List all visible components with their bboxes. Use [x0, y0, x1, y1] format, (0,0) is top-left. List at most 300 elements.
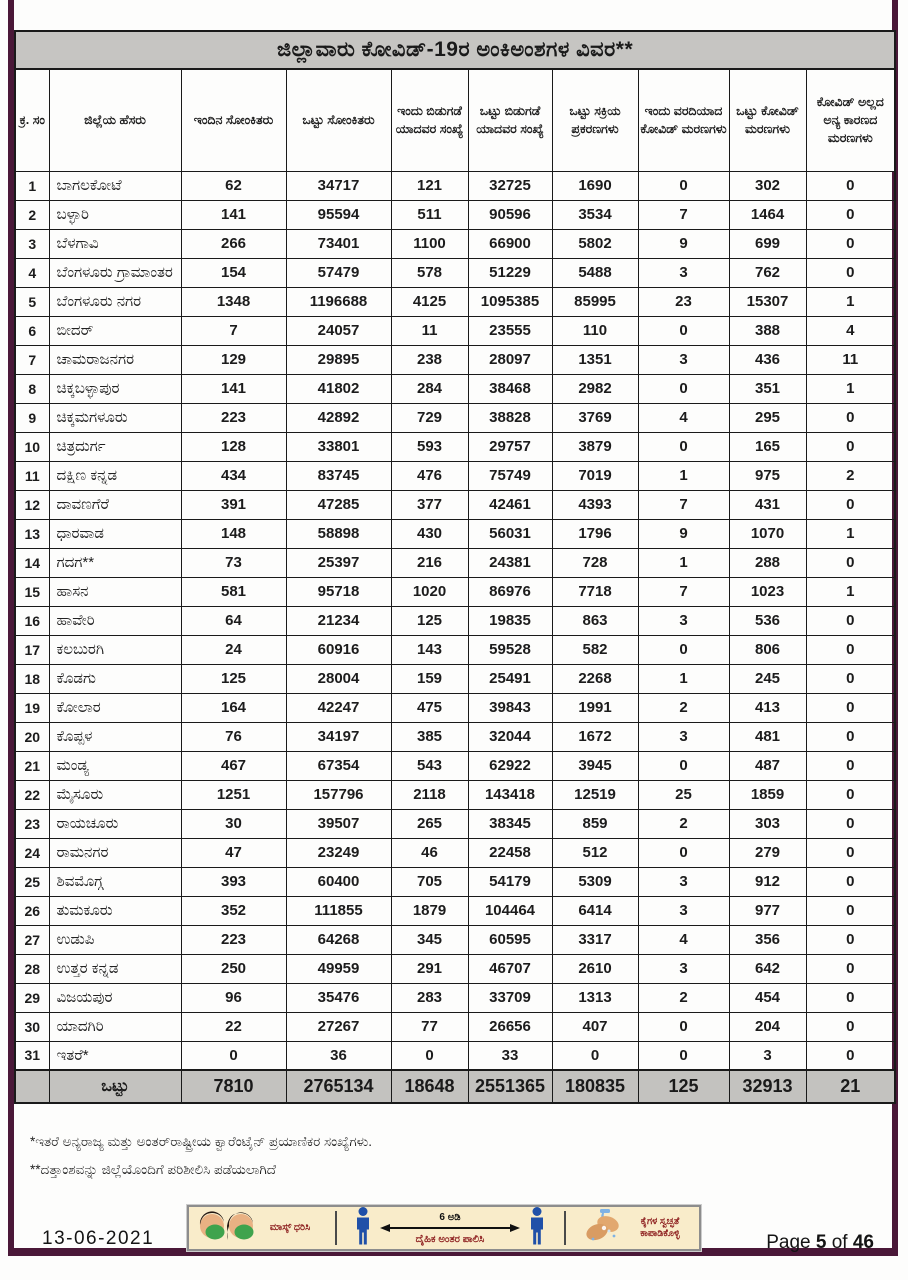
- value-cell: 1859: [729, 780, 806, 809]
- value-cell: 25: [638, 780, 729, 809]
- value-cell: 245: [729, 664, 806, 693]
- value-cell: 0: [638, 432, 729, 461]
- serial-number-cell: 29: [15, 983, 49, 1012]
- value-cell: 762: [729, 258, 806, 287]
- value-cell: 1991: [552, 693, 638, 722]
- value-cell: 467: [181, 751, 286, 780]
- value-cell: 0: [638, 838, 729, 867]
- value-cell: 859: [552, 809, 638, 838]
- value-cell: 728: [552, 548, 638, 577]
- value-cell: 863: [552, 606, 638, 635]
- value-cell: 216: [391, 548, 468, 577]
- serial-number-cell: 22: [15, 780, 49, 809]
- serial-number-cell: 5: [15, 287, 49, 316]
- value-cell: 705: [391, 867, 468, 896]
- serial-number-cell: 23: [15, 809, 49, 838]
- value-cell: 159: [391, 664, 468, 693]
- value-cell: 41802: [286, 374, 391, 403]
- value-cell: 0: [638, 635, 729, 664]
- value-cell: 1196688: [286, 287, 391, 316]
- value-cell: 27267: [286, 1012, 391, 1041]
- value-cell: 512: [552, 838, 638, 867]
- value-cell: 73: [181, 548, 286, 577]
- table-body: [15, 171, 895, 1070]
- value-cell: 0: [806, 490, 895, 519]
- footnotes: [30, 1128, 372, 1185]
- district-name-cell: ವಿಜಯಪುರ: [49, 983, 181, 1012]
- value-cell: 60400: [286, 867, 391, 896]
- value-cell: 377: [391, 490, 468, 519]
- district-name-cell: ತುಮಕೂರು: [49, 896, 181, 925]
- value-cell: 77: [391, 1012, 468, 1041]
- table-row: [15, 722, 895, 751]
- value-cell: 3769: [552, 403, 638, 432]
- total-value-cell: 32913: [729, 1070, 806, 1103]
- serial-number-cell: 10: [15, 432, 49, 461]
- value-cell: 266: [181, 229, 286, 258]
- value-cell: 0: [806, 867, 895, 896]
- page-number-value: 5: [815, 1232, 827, 1253]
- value-cell: 46: [391, 838, 468, 867]
- value-cell: 86976: [468, 577, 552, 606]
- value-cell: 47285: [286, 490, 391, 519]
- value-cell: 95594: [286, 200, 391, 229]
- person-icon: [529, 1207, 545, 1250]
- value-cell: 3317: [552, 925, 638, 954]
- value-cell: 0: [806, 838, 895, 867]
- district-name-cell: ಚಿತ್ರದುರ್ಗ: [49, 432, 181, 461]
- district-name-cell: ದಕ್ಷಿಣ ಕನ್ನಡ: [49, 461, 181, 490]
- value-cell: 165: [729, 432, 806, 461]
- value-cell: 977: [729, 896, 806, 925]
- value-cell: 141: [181, 374, 286, 403]
- table-row: [15, 693, 895, 722]
- value-cell: 0: [806, 722, 895, 751]
- value-cell: 0: [806, 896, 895, 925]
- footnote-data-verified: **ದತ್ತಾಂಶವನ್ನು ಜಿಲ್ಲೆಯೊಂದಿಗೆ ಪರಿಶೀಲಿಸಿ ಪಡೆಯಲಾಗಿದೆ: [30, 1162, 276, 1178]
- value-cell: 75749: [468, 461, 552, 490]
- value-cell: 0: [806, 171, 895, 200]
- value-cell: 19835: [468, 606, 552, 635]
- serial-number-cell: 20: [15, 722, 49, 751]
- hand-hygiene-label: ಕೈಗಳ ಸ್ವಚ್ಛತೆ ಕಾಪಾಡಿಕೊಳ್ಳಿ: [640, 1216, 680, 1239]
- value-cell: 4: [806, 316, 895, 345]
- value-cell: 511: [391, 200, 468, 229]
- value-cell: 46707: [468, 954, 552, 983]
- value-cell: 487: [729, 751, 806, 780]
- col-header-noncovid-deaths: ಕೋವಿಡ್ ಅಲ್ಲದ ಅನ್ಯ ಕಾರಣದ ಮರಣಗಳು: [806, 69, 895, 171]
- value-cell: 0: [638, 751, 729, 780]
- value-cell: 3: [638, 722, 729, 751]
- value-cell: 143: [391, 635, 468, 664]
- table-row: [15, 780, 895, 809]
- value-cell: 58898: [286, 519, 391, 548]
- value-cell: 385: [391, 722, 468, 751]
- value-cell: 141: [181, 200, 286, 229]
- value-cell: 593: [391, 432, 468, 461]
- value-cell: 1251: [181, 780, 286, 809]
- value-cell: 0: [552, 1041, 638, 1070]
- value-cell: 1313: [552, 983, 638, 1012]
- serial-number-cell: 13: [15, 519, 49, 548]
- value-cell: 238: [391, 345, 468, 374]
- value-cell: 11: [806, 345, 895, 374]
- value-cell: 32044: [468, 722, 552, 751]
- value-cell: 0: [806, 925, 895, 954]
- value-cell: 39843: [468, 693, 552, 722]
- table-row: [15, 374, 895, 403]
- value-cell: 0: [806, 403, 895, 432]
- value-cell: 0: [806, 809, 895, 838]
- value-cell: 223: [181, 403, 286, 432]
- value-cell: 1: [638, 548, 729, 577]
- table-row: [15, 838, 895, 867]
- district-name-cell: ರಾಮನಗರ: [49, 838, 181, 867]
- value-cell: 1020: [391, 577, 468, 606]
- value-cell: 351: [729, 374, 806, 403]
- value-cell: 0: [638, 316, 729, 345]
- value-cell: 38828: [468, 403, 552, 432]
- value-cell: 38468: [468, 374, 552, 403]
- value-cell: 2610: [552, 954, 638, 983]
- value-cell: 0: [638, 1041, 729, 1070]
- wear-mask-label: ಮಾಸ್ಕ್ ಧರಿಸಿ: [269, 1222, 311, 1234]
- table-row: [15, 229, 895, 258]
- total-value-cell: 180835: [552, 1070, 638, 1103]
- value-cell: 60595: [468, 925, 552, 954]
- value-cell: 0: [806, 258, 895, 287]
- district-name-cell: ಬಳ್ಳಾರಿ: [49, 200, 181, 229]
- table-row: [15, 867, 895, 896]
- value-cell: 34197: [286, 722, 391, 751]
- serial-number-cell: 24: [15, 838, 49, 867]
- value-cell: 345: [391, 925, 468, 954]
- value-cell: 3: [638, 345, 729, 374]
- value-cell: 24057: [286, 316, 391, 345]
- value-cell: 96: [181, 983, 286, 1012]
- value-cell: 3: [729, 1041, 806, 1070]
- value-cell: 25491: [468, 664, 552, 693]
- title-row: [15, 31, 895, 69]
- table-row: [15, 345, 895, 374]
- total-value-cell: 2765134: [286, 1070, 391, 1103]
- serial-number-cell: 15: [15, 577, 49, 606]
- value-cell: 6414: [552, 896, 638, 925]
- district-name-cell: ರಾಯಚೂರು: [49, 809, 181, 838]
- district-name-cell: ಚಿಕ್ಕಮಗಳೂರು: [49, 403, 181, 432]
- value-cell: 729: [391, 403, 468, 432]
- value-cell: 1095385: [468, 287, 552, 316]
- value-cell: 62922: [468, 751, 552, 780]
- value-cell: 407: [552, 1012, 638, 1041]
- value-cell: 388: [729, 316, 806, 345]
- value-cell: 33801: [286, 432, 391, 461]
- serial-number-cell: 9: [15, 403, 49, 432]
- value-cell: 7718: [552, 577, 638, 606]
- table-row: [15, 606, 895, 635]
- value-cell: 1796: [552, 519, 638, 548]
- value-cell: 2268: [552, 664, 638, 693]
- value-cell: 0: [806, 954, 895, 983]
- washing-hands-icon: [584, 1209, 624, 1248]
- value-cell: 0: [181, 1041, 286, 1070]
- banner-divider: [335, 1211, 337, 1245]
- value-cell: 2: [638, 809, 729, 838]
- value-cell: 975: [729, 461, 806, 490]
- value-cell: 1672: [552, 722, 638, 751]
- value-cell: 475: [391, 693, 468, 722]
- value-cell: 2: [638, 693, 729, 722]
- value-cell: 204: [729, 1012, 806, 1041]
- value-cell: 28097: [468, 345, 552, 374]
- value-cell: 21234: [286, 606, 391, 635]
- value-cell: 9: [638, 519, 729, 548]
- value-cell: 0: [806, 548, 895, 577]
- value-cell: 436: [729, 345, 806, 374]
- value-cell: 1348: [181, 287, 286, 316]
- value-cell: 3: [638, 867, 729, 896]
- value-cell: 64268: [286, 925, 391, 954]
- value-cell: 0: [806, 229, 895, 258]
- report-date: 13-06-2021: [42, 1228, 155, 1249]
- wear-mask-section: [197, 1209, 316, 1247]
- value-cell: 265: [391, 809, 468, 838]
- district-name-cell: ಬಾಗಲಕೋಟೆ: [49, 171, 181, 200]
- col-header-today-cases: ಇಂದಿನ ಸೋಂಕಿತರು: [181, 69, 286, 171]
- value-cell: 7019: [552, 461, 638, 490]
- table-row: [15, 1012, 895, 1041]
- col-header-today-deaths: ಇಂದು ವರದಿಯಾದ ಕೋವಿಡ್ ಮರಣಗಳು: [638, 69, 729, 171]
- col-header-total-discharged: ಒಟ್ಟು ಬಿಡುಗಡೆ ಯಾದವರ ಸಂಖ್ಯೆ: [468, 69, 552, 171]
- value-cell: 0: [806, 780, 895, 809]
- value-cell: 284: [391, 374, 468, 403]
- value-cell: 143418: [468, 780, 552, 809]
- distance-annotation: [376, 1212, 524, 1245]
- table-row: [15, 954, 895, 983]
- value-cell: 1: [806, 577, 895, 606]
- value-cell: 2: [806, 461, 895, 490]
- value-cell: 26656: [468, 1012, 552, 1041]
- value-cell: 393: [181, 867, 286, 896]
- district-name-cell: ಯಾದಗಿರಿ: [49, 1012, 181, 1041]
- table-row: [15, 461, 895, 490]
- serial-number-cell: 3: [15, 229, 49, 258]
- total-row: [15, 1070, 895, 1103]
- value-cell: 3: [638, 896, 729, 925]
- page-number: [766, 1232, 874, 1254]
- value-cell: 164: [181, 693, 286, 722]
- value-cell: 7: [638, 490, 729, 519]
- value-cell: 49959: [286, 954, 391, 983]
- value-cell: 0: [638, 1012, 729, 1041]
- serial-number-cell: 8: [15, 374, 49, 403]
- double-arrow-icon: [380, 1223, 520, 1233]
- district-name-cell: ಗದಗ**: [49, 548, 181, 577]
- value-cell: 352: [181, 896, 286, 925]
- value-cell: 295: [729, 403, 806, 432]
- covid-safety-banner: [187, 1205, 701, 1251]
- header-row: [15, 69, 895, 171]
- value-cell: 148: [181, 519, 286, 548]
- value-cell: 7: [638, 577, 729, 606]
- value-cell: 30: [181, 809, 286, 838]
- value-cell: 1: [638, 461, 729, 490]
- serial-number-cell: 21: [15, 751, 49, 780]
- value-cell: 1464: [729, 200, 806, 229]
- value-cell: 22: [181, 1012, 286, 1041]
- value-cell: 0: [806, 606, 895, 635]
- value-cell: 121: [391, 171, 468, 200]
- serial-number-cell: 2: [15, 200, 49, 229]
- value-cell: 0: [806, 432, 895, 461]
- district-name-cell: ಮಂಡ್ಯ: [49, 751, 181, 780]
- district-name-cell: ಹಾವೇರಿ: [49, 606, 181, 635]
- value-cell: 1: [806, 374, 895, 403]
- value-cell: 2118: [391, 780, 468, 809]
- value-cell: 3: [638, 606, 729, 635]
- value-cell: 582: [552, 635, 638, 664]
- value-cell: 430: [391, 519, 468, 548]
- value-cell: 1: [806, 519, 895, 548]
- value-cell: 1351: [552, 345, 638, 374]
- value-cell: 54179: [468, 867, 552, 896]
- value-cell: 51229: [468, 258, 552, 287]
- value-cell: 3: [638, 258, 729, 287]
- value-cell: 536: [729, 606, 806, 635]
- value-cell: 4: [638, 403, 729, 432]
- table-row: [15, 925, 895, 954]
- value-cell: 4: [638, 925, 729, 954]
- value-cell: 0: [806, 664, 895, 693]
- value-cell: 2982: [552, 374, 638, 403]
- col-header-serial: ಕ್ರ. ಸಂ: [15, 69, 49, 171]
- serial-number-cell: 19: [15, 693, 49, 722]
- total-value-cell: 7810: [181, 1070, 286, 1103]
- value-cell: 3534: [552, 200, 638, 229]
- district-name-cell: ಮೈಸೂರು: [49, 780, 181, 809]
- value-cell: 36: [286, 1041, 391, 1070]
- value-cell: 22458: [468, 838, 552, 867]
- value-cell: 59528: [468, 635, 552, 664]
- page-word: Page: [766, 1232, 811, 1253]
- value-cell: 42247: [286, 693, 391, 722]
- value-cell: 66900: [468, 229, 552, 258]
- value-cell: 129: [181, 345, 286, 374]
- value-cell: 23249: [286, 838, 391, 867]
- district-name-cell: ಬೆಂಗಳೂರು ನಗರ: [49, 287, 181, 316]
- value-cell: 3: [638, 954, 729, 983]
- value-cell: 434: [181, 461, 286, 490]
- hand-hygiene-section: [584, 1209, 691, 1247]
- serial-number-cell: 7: [15, 345, 49, 374]
- six-feet-label: 6 ಅಡಿ: [439, 1211, 461, 1223]
- col-header-active-cases: ಒಟ್ಟು ಸಕ್ರಿಯ ಪ್ರಕರಣಗಳು: [552, 69, 638, 171]
- table-row: [15, 983, 895, 1012]
- value-cell: 60916: [286, 635, 391, 664]
- value-cell: 283: [391, 983, 468, 1012]
- table-row: [15, 490, 895, 519]
- value-cell: 806: [729, 635, 806, 664]
- value-cell: 125: [391, 606, 468, 635]
- value-cell: 128: [181, 432, 286, 461]
- value-cell: 111855: [286, 896, 391, 925]
- value-cell: 0: [638, 374, 729, 403]
- district-name-cell: ಕೋಲಾರ: [49, 693, 181, 722]
- col-header-total-deaths: ಒಟ್ಟು ಕೋವಿಡ್ ಮರಣಗಳು: [729, 69, 806, 171]
- value-cell: 5488: [552, 258, 638, 287]
- value-cell: 76: [181, 722, 286, 751]
- value-cell: 95718: [286, 577, 391, 606]
- value-cell: 7: [638, 200, 729, 229]
- serial-number-cell: 14: [15, 548, 49, 577]
- value-cell: 73401: [286, 229, 391, 258]
- value-cell: 0: [806, 200, 895, 229]
- value-cell: 303: [729, 809, 806, 838]
- value-cell: 3945: [552, 751, 638, 780]
- table-row: [15, 577, 895, 606]
- masked-faces-icon: [197, 1209, 259, 1248]
- value-cell: 0: [806, 693, 895, 722]
- value-cell: 1100: [391, 229, 468, 258]
- value-cell: 67354: [286, 751, 391, 780]
- value-cell: 42461: [468, 490, 552, 519]
- value-cell: 64: [181, 606, 286, 635]
- district-name-cell: ಚಾಮರಾಜನಗರ: [49, 345, 181, 374]
- value-cell: 1879: [391, 896, 468, 925]
- serial-number-cell: 28: [15, 954, 49, 983]
- value-cell: 57479: [286, 258, 391, 287]
- value-cell: 5802: [552, 229, 638, 258]
- page-title: ಜಿಲ್ಲಾವಾರು ಕೋವಿಡ್-19ರ ಅಂಕಿಅಂಶಗಳ ವಿವರ**: [15, 31, 895, 69]
- total-value-cell: 18648: [391, 1070, 468, 1103]
- value-cell: 0: [806, 1012, 895, 1041]
- district-name-cell: ಬೆಂಗಳೂರು ಗ್ರಾಮಾಂತರ: [49, 258, 181, 287]
- page-total-value: 46: [852, 1232, 874, 1253]
- district-name-cell: ಉತ್ತರ ಕನ್ನಡ: [49, 954, 181, 983]
- district-name-cell: ಇತರೆ*: [49, 1041, 181, 1070]
- value-cell: 35476: [286, 983, 391, 1012]
- table-row: [15, 664, 895, 693]
- total-empty-cell: [15, 1070, 49, 1103]
- value-cell: 642: [729, 954, 806, 983]
- col-header-total-cases: ಒಟ್ಟು ಸೋಂಕಿತರು: [286, 69, 391, 171]
- table-row: [15, 1041, 895, 1070]
- banner-divider: [564, 1211, 566, 1245]
- value-cell: 4125: [391, 287, 468, 316]
- serial-number-cell: 16: [15, 606, 49, 635]
- value-cell: 25397: [286, 548, 391, 577]
- value-cell: 1: [638, 664, 729, 693]
- footnote-other-states: *ಇತರೆ ಅನ್ಯರಾಜ್ಯ ಮತ್ತು ಅಂತರ್‌ರಾಷ್ಟ್ರೀಯ ಕ್ವಾರೆಂಟೈನ್ ಪ್ರಯಾಣಿಕರ ಸಂಖ್ಯೆಗಳು.: [30, 1134, 373, 1149]
- value-cell: 3879: [552, 432, 638, 461]
- table-row: [15, 200, 895, 229]
- serial-number-cell: 4: [15, 258, 49, 287]
- value-cell: 42892: [286, 403, 391, 432]
- value-cell: 4393: [552, 490, 638, 519]
- value-cell: 356: [729, 925, 806, 954]
- value-cell: 125: [181, 664, 286, 693]
- value-cell: 12519: [552, 780, 638, 809]
- value-cell: 157796: [286, 780, 391, 809]
- value-cell: 476: [391, 461, 468, 490]
- serial-number-cell: 12: [15, 490, 49, 519]
- table-row: [15, 548, 895, 577]
- value-cell: 1070: [729, 519, 806, 548]
- total-label: ಒಟ್ಟು: [49, 1070, 181, 1103]
- value-cell: 0: [806, 1041, 895, 1070]
- table-row: [15, 809, 895, 838]
- value-cell: 0: [806, 635, 895, 664]
